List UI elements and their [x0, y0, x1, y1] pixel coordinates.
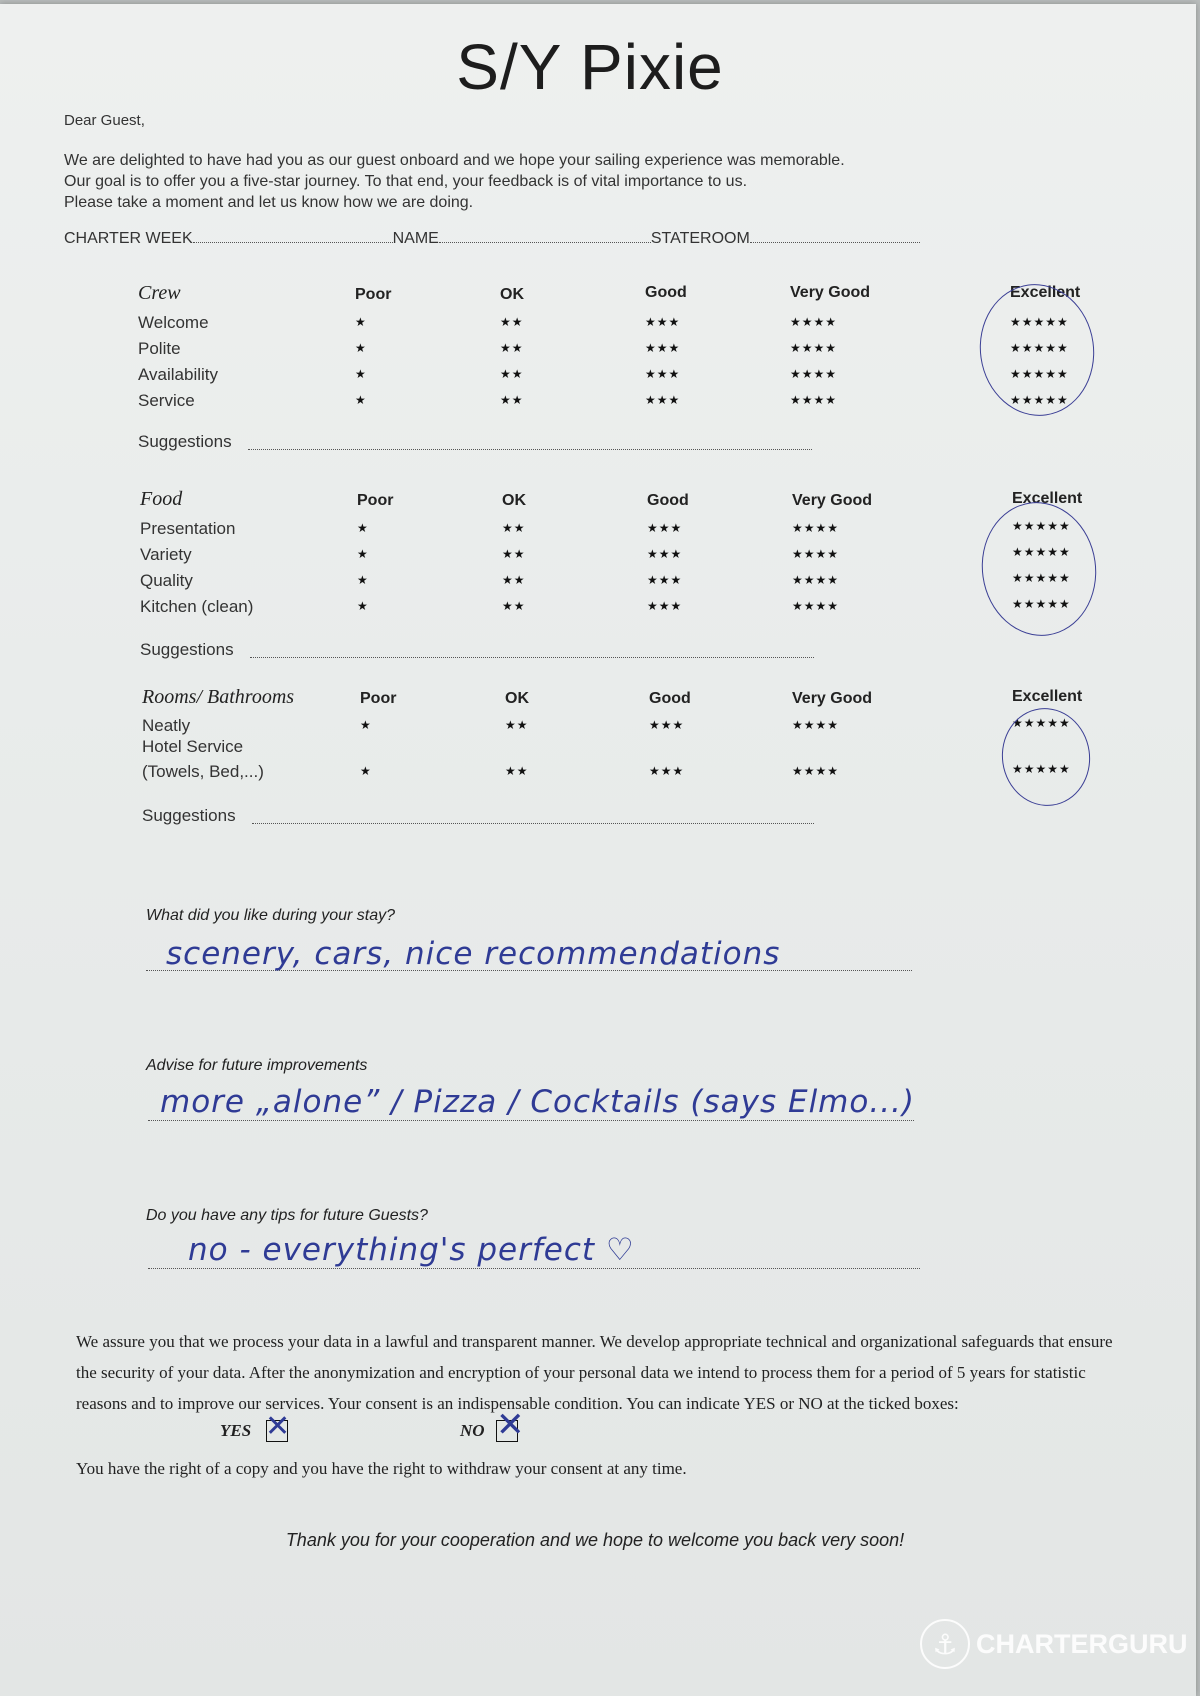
charterguru-watermark — [920, 1619, 1188, 1669]
excellent-circle-mark — [973, 495, 1105, 644]
stars-good[interactable]: ★★★ — [649, 718, 685, 732]
stars-excellent[interactable]: ★★★★★ — [1012, 762, 1071, 776]
col-excellent: Excellent — [1010, 284, 1081, 301]
guest-info-fields — [64, 230, 920, 248]
stateroom-field[interactable] — [750, 230, 920, 243]
question-improvements: Advise for future improvements — [146, 1057, 368, 1074]
row-kitchen: Kitchen (clean) — [140, 597, 254, 616]
stars-poor[interactable]: ★ — [355, 315, 367, 329]
stars-poor[interactable]: ★ — [355, 341, 367, 355]
stars-poor[interactable]: ★ — [357, 599, 369, 613]
suggestions-input[interactable] — [248, 448, 812, 450]
stars-excellent[interactable]: ★★★★★ — [1012, 519, 1071, 533]
consent-no-label: NO — [460, 1421, 485, 1440]
row-quality: Quality — [140, 571, 193, 590]
stateroom-label: STATEROOM — [650, 230, 750, 247]
answer-tips-field[interactable] — [148, 1268, 920, 1269]
suggestions-label: Suggestions — [142, 806, 236, 825]
stars-ok[interactable]: ★★ — [502, 599, 526, 613]
consent-yes-label: YES — [220, 1421, 252, 1440]
col-very-good: Very Good — [790, 284, 871, 301]
suggestions-label: Suggestions — [140, 640, 234, 659]
answer-liked-handwriting: scenery, cars, nice recommendations — [166, 936, 781, 972]
section-title: Crew — [138, 282, 181, 304]
col-poor: Poor — [357, 492, 394, 509]
stars-very-good[interactable]: ★★★★ — [790, 341, 838, 355]
name-field[interactable] — [439, 230, 651, 243]
stars-excellent[interactable]: ★★★★★ — [1012, 545, 1071, 559]
stars-very-good[interactable]: ★★★★ — [792, 718, 840, 732]
stars-excellent[interactable]: ★★★★★ — [1010, 393, 1069, 407]
col-ok: OK — [502, 492, 526, 509]
intro-text — [64, 150, 845, 213]
col-poor: Poor — [355, 286, 392, 303]
stars-ok[interactable]: ★★ — [500, 315, 524, 329]
suggestions-input[interactable] — [250, 656, 814, 658]
watermark-brand: CHARTERGURU — [976, 1628, 1188, 1659]
stars-ok[interactable]: ★★ — [500, 341, 524, 355]
consent-rights-text: You have the right of a copy and you have the right to withdraw your consent at any time. — [76, 1459, 687, 1478]
suggestions-input[interactable] — [252, 822, 814, 824]
stars-poor[interactable]: ★ — [357, 521, 369, 535]
stars-ok[interactable]: ★★ — [502, 547, 526, 561]
row-welcome: Welcome — [138, 313, 209, 332]
stars-excellent[interactable]: ★★★★★ — [1012, 716, 1071, 730]
stars-good[interactable]: ★★★ — [647, 521, 683, 535]
consent-yes-mark: ✕ — [265, 1409, 292, 1444]
row-hotel-service: Hotel Service — [142, 737, 244, 756]
answer-tips-handwriting: no - everything's perfect ♡ — [188, 1232, 635, 1268]
stars-poor[interactable]: ★ — [360, 764, 372, 778]
stars-ok[interactable]: ★★ — [500, 393, 524, 407]
stars-good[interactable]: ★★★ — [645, 367, 681, 381]
feedback-form-page — [0, 4, 1196, 1696]
stars-excellent[interactable]: ★★★★★ — [1012, 571, 1071, 585]
row-presentation: Presentation — [140, 519, 236, 538]
stars-very-good[interactable]: ★★★★ — [790, 393, 838, 407]
col-ok: OK — [505, 690, 529, 707]
stars-excellent[interactable]: ★★★★★ — [1010, 315, 1069, 329]
stars-good[interactable]: ★★★ — [645, 341, 681, 355]
stars-ok[interactable]: ★★ — [505, 764, 529, 778]
stars-excellent[interactable]: ★★★★★ — [1012, 597, 1071, 611]
stars-good[interactable]: ★★★ — [647, 573, 683, 587]
question-liked: What did you like during your stay? — [146, 907, 396, 924]
stars-poor[interactable]: ★ — [357, 573, 369, 587]
greeting: Dear Guest, — [64, 112, 145, 129]
stars-poor[interactable]: ★ — [355, 367, 367, 381]
stars-good[interactable]: ★★★ — [647, 547, 683, 561]
stars-very-good[interactable]: ★★★★ — [792, 547, 840, 561]
section-title: Food — [140, 488, 183, 510]
consent-no-mark: ✕ — [496, 1405, 526, 1445]
stars-good[interactable]: ★★★ — [647, 599, 683, 613]
row-variety: Variety — [140, 545, 192, 564]
stars-very-good[interactable]: ★★★★ — [790, 315, 838, 329]
intro-line: We are delighted to have had you as our guest onboard and we hope your sailing experience was memorable. — [64, 152, 845, 169]
stars-very-good[interactable]: ★★★★ — [792, 573, 840, 587]
excellent-circle-mark — [996, 702, 1097, 811]
section-title: Rooms/ Bathrooms — [142, 686, 295, 708]
data-privacy-paragraph: We assure you that we process your data in a lawful and transparent manner. We develop appropriate technical and organizational safeguards that ensure the security of your data. After the anonymization and encryption of your personal data we intend to process them for a period of 5 years for statistic reasons and to improve our services. Your consent is an indispensable condition. You can indicate YES or NO at the ticked boxes: — [76, 1332, 1113, 1413]
col-good: Good — [645, 284, 687, 301]
anchor-icon: ⚓ — [920, 1619, 970, 1669]
stars-excellent[interactable]: ★★★★★ — [1010, 367, 1069, 381]
stars-very-good[interactable]: ★★★★ — [792, 764, 840, 778]
col-good: Good — [647, 492, 689, 509]
stars-ok[interactable]: ★★ — [505, 718, 529, 732]
intro-line: Please take a moment and let us know how we are doing. — [64, 194, 474, 211]
thank-you-message: Thank you for your cooperation and we hope to welcome you back very soon! — [285, 1530, 905, 1550]
answer-improvements-handwriting: more „alone” / Pizza / Cocktails (says Elmo...) — [160, 1084, 916, 1120]
col-good: Good — [649, 690, 691, 707]
col-ok: OK — [500, 286, 524, 303]
col-excellent: Excellent — [1012, 490, 1083, 507]
stars-good[interactable]: ★★★ — [645, 315, 681, 329]
excellent-circle-mark — [971, 277, 1102, 424]
intro-line: Our goal is to offer you a five-star journey. To that end, your feedback is of vital importance to us. — [64, 173, 748, 190]
suggestions-label: Suggestions — [138, 432, 232, 451]
stars-poor[interactable]: ★ — [357, 547, 369, 561]
stars-poor[interactable]: ★ — [360, 718, 372, 732]
col-very-good: Very Good — [792, 690, 873, 707]
row-service: Service — [138, 391, 195, 410]
stars-good[interactable]: ★★★ — [645, 393, 681, 407]
stars-ok[interactable]: ★★ — [502, 521, 526, 535]
col-excellent: Excellent — [1012, 688, 1083, 705]
page-title: S/Y Pixie — [456, 31, 724, 103]
row-availability: Availability — [138, 365, 219, 384]
row-neatly: Neatly — [142, 716, 191, 735]
col-poor: Poor — [360, 690, 397, 707]
stars-ok[interactable]: ★★ — [500, 367, 524, 381]
stars-excellent[interactable]: ★★★★★ — [1010, 341, 1069, 355]
charter-week-label: CHARTER WEEK — [64, 230, 193, 247]
row-towels-bed: (Towels, Bed,...) — [142, 762, 264, 781]
stars-poor[interactable]: ★ — [355, 393, 367, 407]
answer-improvements-field[interactable] — [148, 1120, 914, 1121]
row-polite: Polite — [138, 339, 181, 358]
stars-very-good[interactable]: ★★★★ — [792, 521, 840, 535]
question-tips: Do you have any tips for future Guests? — [146, 1207, 428, 1224]
col-very-good: Very Good — [792, 492, 873, 509]
stars-very-good[interactable]: ★★★★ — [792, 599, 840, 613]
charter-week-field[interactable] — [193, 230, 393, 243]
name-label: NAME — [392, 230, 439, 247]
stars-ok[interactable]: ★★ — [502, 573, 526, 587]
stars-very-good[interactable]: ★★★★ — [790, 367, 838, 381]
stars-good[interactable]: ★★★ — [649, 764, 685, 778]
